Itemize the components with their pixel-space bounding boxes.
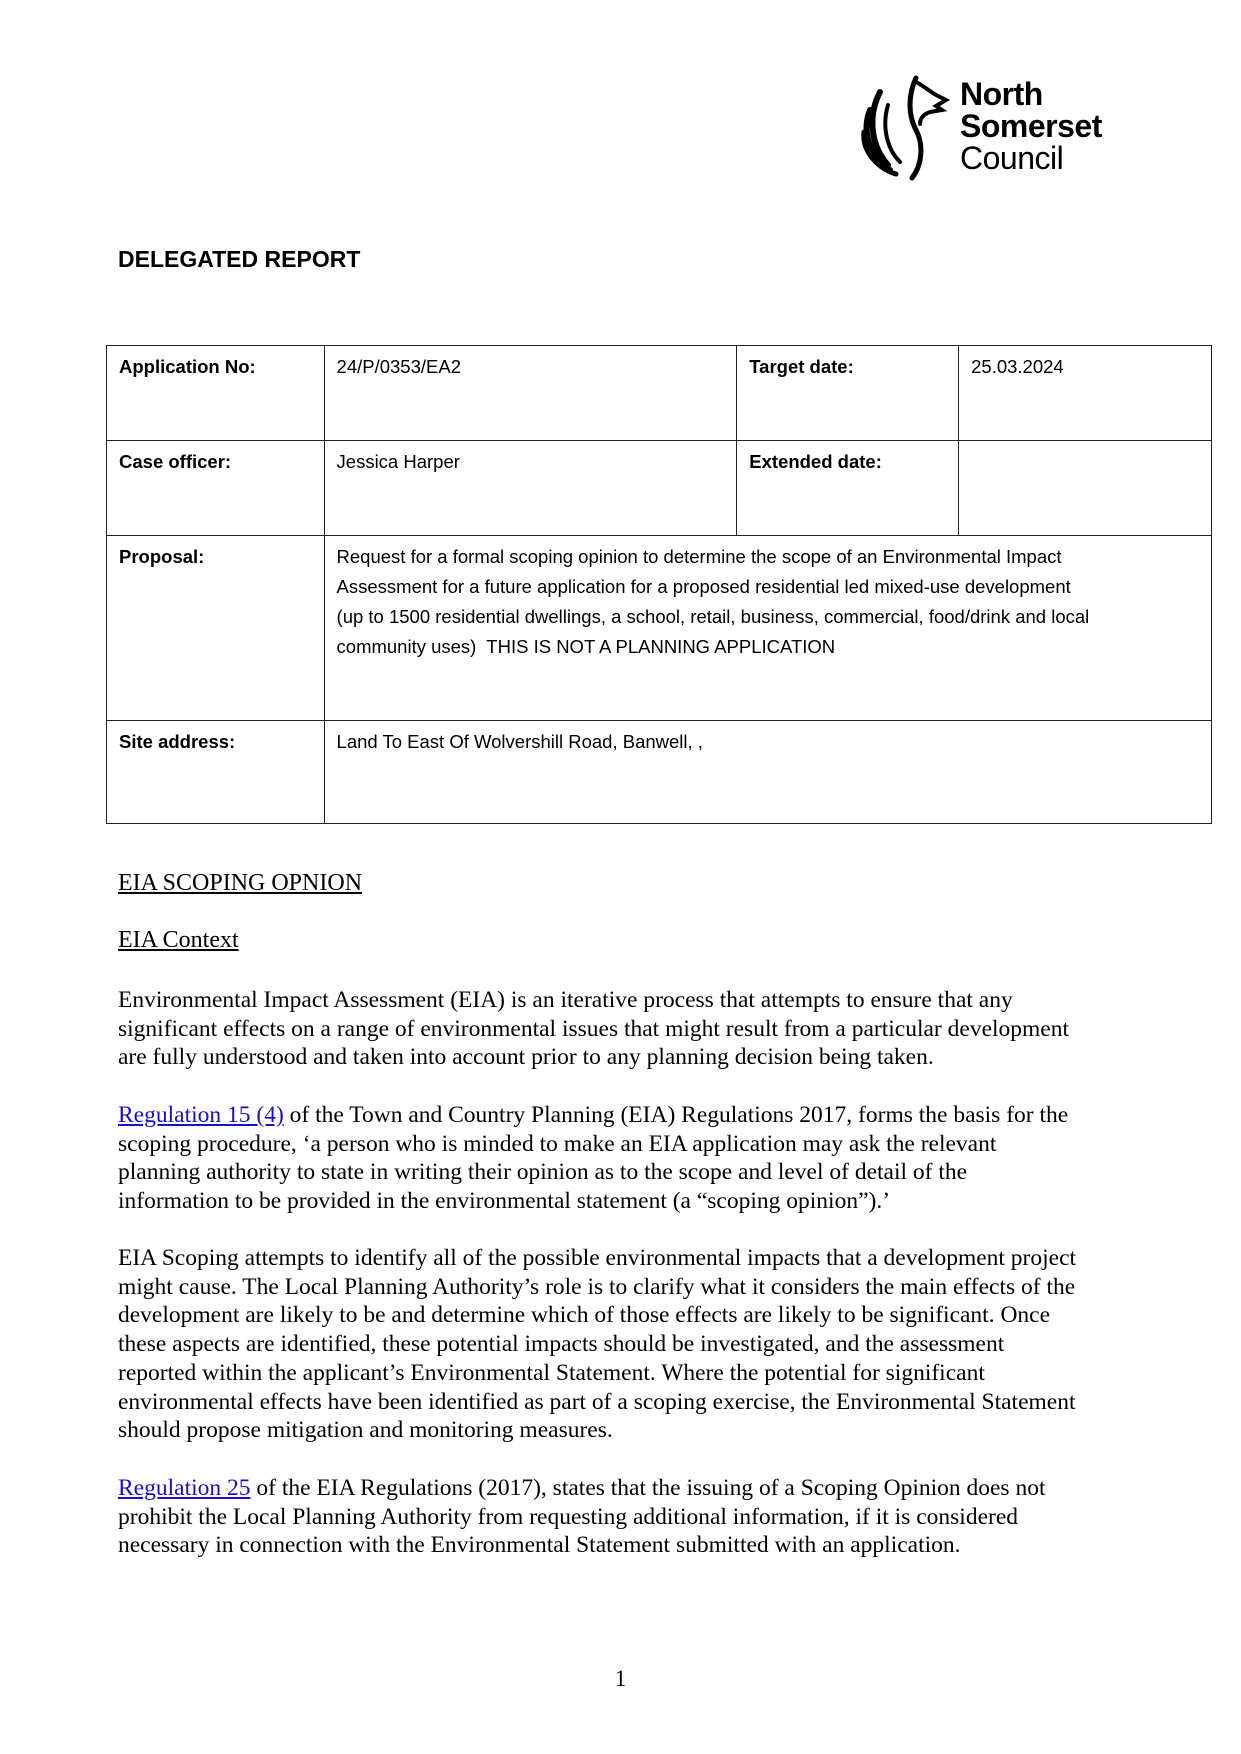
extended-date-label: Extended date: [737,441,959,536]
proposal-line: Assessment for a future application for a proposed residential led mixed-use development [336,576,1071,597]
paragraph-eia-definition [118,986,1069,1072]
proposal-value [324,536,1211,721]
text-line: Environmental Impact Assessment (EIA) is an iterative process that attempts to ensure that any [118,987,1013,1013]
table-row [107,441,1212,536]
text-line: are fully understood and taken into account prior to any planning decision being taken. [118,1044,934,1071]
application-details-table [106,345,1212,824]
table-row [107,721,1212,824]
proposal-line: (up to 1500 residential dwellings, a school, retail, business, commercial, food/drink and local [336,606,1090,627]
text-line: information to be provided in the environmental statement (a “scoping opinion”).’ [118,1188,891,1215]
page-title: DELEGATED REPORT [118,246,361,272]
paragraph-regulation-15 [118,1101,1068,1216]
regulation-15-link[interactable]: Regulation 15 (4) [118,1102,284,1128]
text-line: prohibit the Local Planning Authority from requesting additional information, if it is considered [118,1503,1019,1530]
logo-text-north: North [960,76,1043,112]
extended-date-value [959,441,1212,536]
case-officer-label: Case officer: [107,441,325,536]
text-line: these aspects are identified, these potential impacts should be investigated, and the assessment [118,1331,1005,1358]
text-run: of the Town and Country Planning (EIA) Regulations 2017, forms the basis for the [283,1102,1069,1128]
north-somerset-council-logo [858,70,1128,182]
page-number: 1 [614,1666,627,1691]
text-line [118,1474,1045,1503]
target-date-label: Target date: [737,346,959,441]
proposal-label: Proposal: [107,536,325,721]
text-line: significant effects on a range of environmental issues that might result from a particular development [118,1015,1070,1042]
site-address-value: Land To East Of Wolvershill Road, Banwell, , [324,721,1211,824]
case-officer-value: Jessica Harper [324,441,737,536]
text-line: planning authority to state in writing their opinion as to the scope and level of detail of the [118,1159,968,1186]
site-address-label: Site address: [107,721,325,824]
text-line: should propose mitigation and monitoring measures. [118,1417,613,1444]
paragraph-eia-scoping [118,1244,1076,1445]
proposal-line: Request for a formal scoping opinion to determine the scope of an Environmental Impact [336,546,1062,567]
application-no-value: 24/P/0353/EA2 [324,346,737,441]
text-line: development are likely to be and determine which of those effects are likely to be significant. Once [118,1302,1051,1329]
text-line: reported within the applicant’s Environmental Statement. Where the potential for significant [118,1359,985,1386]
eia-scoping-heading: EIA SCOPING OPNION [118,870,363,896]
text-line: EIA Scoping attempts to identify all of the possible environmental impacts that a development project [118,1245,1077,1271]
griffin-emblem-icon [858,70,958,182]
text-run: of the EIA Regulations (2017), states that the issuing of a Scoping Opinion does not [250,1475,1046,1501]
text-line: necessary in connection with the Environmental Statement submitted with an application. [118,1532,961,1559]
table-row [107,346,1212,441]
text-line [118,1101,1068,1130]
eia-context-heading: EIA Context [118,927,239,953]
logo-text-somerset: Somerset [960,108,1102,144]
text-line: environmental effects have been identified as part of a scoping exercise, the Environmental Statement [118,1388,1076,1415]
text-line: might cause. The Local Planning Authority’s role is to clarify what it considers the main effects of the [118,1273,1076,1300]
proposal-line: community uses) THIS IS NOT A PLANNING APPLICATION [336,636,836,657]
logo-text-council: Council [960,140,1064,176]
table-row [107,536,1212,721]
application-no-label: Application No: [107,346,325,441]
paragraph-regulation-25 [118,1474,1045,1560]
target-date-value: 25.03.2024 [959,346,1212,441]
regulation-25-link[interactable]: Regulation 25 [118,1475,251,1501]
text-line: scoping procedure, ‘a person who is minded to make an EIA application may ask the relevant [118,1130,997,1157]
